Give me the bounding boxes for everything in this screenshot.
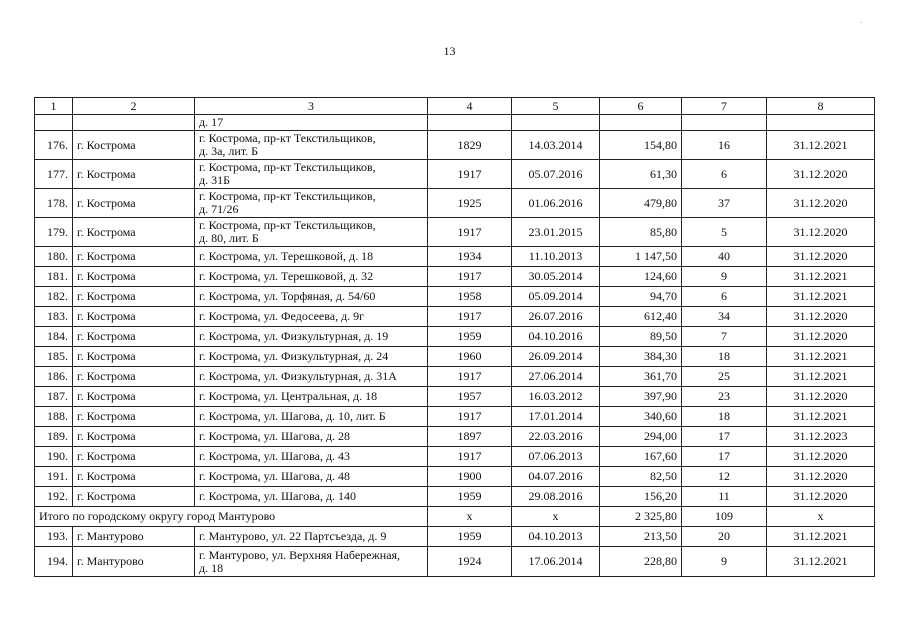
year-cell: 1829 [428, 131, 512, 160]
area-cell: 82,50 [600, 467, 682, 487]
area-cell: 167,60 [600, 447, 682, 467]
area-cell: 156,20 [600, 487, 682, 507]
deadline-cell: 31.12.2020 [767, 218, 875, 247]
deadline-cell: 31.12.2021 [767, 267, 875, 287]
city-cell: г. Мантурово [73, 527, 195, 547]
table-row [35, 487, 875, 507]
table-row [35, 347, 875, 367]
year-cell: 1917 [428, 218, 512, 247]
people-cell: 34 [682, 307, 767, 327]
address-line: г. Мантурово, ул. Верхняя Набережная, [199, 547, 401, 562]
table-row [35, 160, 875, 189]
address-line: г. Кострома, ул. Физкультурная, д. 19 [199, 329, 389, 343]
header-col-2: 2 [73, 98, 195, 115]
deadline-cell: 31.12.2020 [767, 307, 875, 327]
people-cell: 6 [682, 287, 767, 307]
address-line: г. Кострома, ул. Шагова, д. 140 [199, 489, 357, 503]
deadline-cell: 31.12.2020 [767, 160, 875, 189]
header-col-5: 5 [512, 98, 600, 115]
row-number: 185. [35, 347, 73, 367]
address-cell [195, 347, 428, 367]
date-cell: 17.01.2014 [512, 407, 600, 427]
row-number: 180. [35, 247, 73, 267]
year-cell: 1900 [428, 467, 512, 487]
deadline-cell: 31.12.2020 [767, 247, 875, 267]
city-cell: г. Кострома [73, 327, 195, 347]
address-cell [195, 407, 428, 427]
table-row [35, 467, 875, 487]
people-cell: 9 [682, 267, 767, 287]
year-cell: 1917 [428, 407, 512, 427]
address-line: д. 80, лит. Б [199, 231, 259, 245]
city-cell: г. Кострома [73, 307, 195, 327]
deadline-cell: 31.12.2021 [767, 287, 875, 307]
deadline-cell: 31.12.2020 [767, 447, 875, 467]
city-cell: г. Мантурово [73, 547, 195, 577]
city-cell: г. Кострома [73, 447, 195, 467]
people-cell: 20 [682, 527, 767, 547]
city-cell: г. Кострома [73, 347, 195, 367]
year-cell: 1897 [428, 427, 512, 447]
row-number: 182. [35, 287, 73, 307]
deadline-cell: 31.12.2020 [767, 487, 875, 507]
continuation-row [35, 115, 875, 131]
city-cell: г. Кострома [73, 487, 195, 507]
people-cell: 17 [682, 427, 767, 447]
address-cell [195, 307, 428, 327]
year-cell: 1959 [428, 487, 512, 507]
page-number: 13 [443, 44, 456, 58]
row-number: 189. [35, 427, 73, 447]
people-cell: 18 [682, 407, 767, 427]
area-cell: 361,70 [600, 367, 682, 387]
header-col-7: 7 [682, 98, 767, 115]
city-cell: г. Кострома [73, 467, 195, 487]
row-number: 186. [35, 367, 73, 387]
empty-cell [767, 115, 875, 131]
year-cell: 1917 [428, 267, 512, 287]
people-cell: 9 [682, 547, 767, 577]
date-cell: 11.10.2013 [512, 247, 600, 267]
address-cell [195, 247, 428, 267]
address-line: г. Кострома, ул. Шагова, д. 48 [199, 469, 351, 483]
area-cell: 479,80 [600, 189, 682, 218]
date-cell: 01.06.2016 [512, 189, 600, 218]
area-cell: 612,40 [600, 307, 682, 327]
row-number: 183. [35, 307, 73, 327]
row-number: 177. [35, 160, 73, 189]
address-line: г. Мантурово, ул. 22 Партсъезда, д. 9 [199, 529, 387, 543]
year-cell: 1917 [428, 307, 512, 327]
date-cell: 26.09.2014 [512, 347, 600, 367]
header-col-1: 1 [35, 98, 73, 115]
deadline-cell: 31.12.2021 [767, 131, 875, 160]
address-cell [195, 427, 428, 447]
date-cell: 04.10.2013 [512, 527, 600, 547]
year-cell: 1958 [428, 287, 512, 307]
date-cell: 07.06.2013 [512, 447, 600, 467]
date-cell: 23.01.2015 [512, 218, 600, 247]
people-cell: 16 [682, 131, 767, 160]
row-number: 176. [35, 131, 73, 160]
table-row [35, 327, 875, 347]
area-cell: 294,00 [600, 427, 682, 447]
year-cell: 1957 [428, 387, 512, 407]
address-cell [195, 189, 428, 218]
address-cell [195, 267, 428, 287]
date-cell: 29.08.2016 [512, 487, 600, 507]
row-number: 178. [35, 189, 73, 218]
city-cell: г. Кострома [73, 160, 195, 189]
city-cell: г. Кострома [73, 287, 195, 307]
deadline-cell: 31.12.2023 [767, 427, 875, 447]
year-cell: 1960 [428, 347, 512, 367]
area-cell: 89,50 [600, 327, 682, 347]
year-cell: 1925 [428, 189, 512, 218]
subtotal-area: 2 325,80 [600, 507, 682, 527]
row-number: 193. [35, 527, 73, 547]
table-row [35, 547, 875, 577]
deadline-cell: 31.12.2020 [767, 467, 875, 487]
header-col-8: 8 [767, 98, 875, 115]
address-line: г. Кострома, пр-кт Текстильщиков, [199, 218, 376, 232]
area-cell: 154,80 [600, 131, 682, 160]
table-row [35, 427, 875, 447]
address-cell [195, 387, 428, 407]
header-row [35, 98, 875, 115]
date-cell: 14.03.2014 [512, 131, 600, 160]
address-cell [195, 527, 428, 547]
register-table [34, 97, 875, 577]
city-cell: г. Кострома [73, 407, 195, 427]
year-cell: 1917 [428, 447, 512, 467]
date-cell: 05.09.2014 [512, 287, 600, 307]
table-row [35, 287, 875, 307]
deadline-cell: 31.12.2021 [767, 367, 875, 387]
area-cell: 1 147,50 [600, 247, 682, 267]
date-cell: 05.07.2016 [512, 160, 600, 189]
year-cell: 1959 [428, 527, 512, 547]
address-line: г. Кострома, ул. Шагова, д. 10, лит. Б [199, 409, 386, 423]
people-cell: 37 [682, 189, 767, 218]
table-row [35, 267, 875, 287]
address-line: г. Кострома, ул. Шагова, д. 43 [199, 449, 351, 463]
address-cell [195, 447, 428, 467]
deadline-cell: 31.12.2020 [767, 327, 875, 347]
row-number: 179. [35, 218, 73, 247]
address-cell [195, 487, 428, 507]
subtotal-deadline: x [767, 507, 875, 527]
area-cell: 340,60 [600, 407, 682, 427]
row-number: 190. [35, 447, 73, 467]
area-cell: 228,80 [600, 547, 682, 577]
year-cell: 1959 [428, 327, 512, 347]
people-cell: 7 [682, 327, 767, 347]
subtotal-date: x [512, 507, 600, 527]
address-line: г. Кострома, ул. Шагова, д. 28 [199, 429, 351, 443]
area-cell: 61,30 [600, 160, 682, 189]
empty-cell [35, 115, 73, 131]
table-row [35, 407, 875, 427]
address-line: г. Кострома, ул. Терешковой, д. 32 [199, 269, 374, 283]
people-cell: 17 [682, 447, 767, 467]
address-cell [195, 547, 428, 577]
subtotal-year: x [428, 507, 512, 527]
table-row [35, 307, 875, 327]
address-cell [195, 160, 428, 189]
address-cell [195, 218, 428, 247]
subtotal-people: 109 [682, 507, 767, 527]
row-number: 194. [35, 547, 73, 577]
address-line: д. 31Б [199, 173, 230, 187]
date-cell: 30.05.2014 [512, 267, 600, 287]
subtotal-label: Итого по городскому округу город Мантурово [35, 507, 428, 527]
address-line: г. Кострома, ул. Торфяная, д. 54/60 [199, 289, 376, 303]
table-row [35, 131, 875, 160]
address-cell [195, 287, 428, 307]
people-cell: 40 [682, 247, 767, 267]
header-col-6: 6 [600, 98, 682, 115]
address-cell [195, 131, 428, 160]
table-row [35, 189, 875, 218]
city-cell: г. Кострома [73, 427, 195, 447]
address-line: д. 18 [199, 560, 224, 575]
people-cell: 12 [682, 467, 767, 487]
address-line: г. Кострома, ул. Физкультурная, д. 31А [199, 369, 397, 383]
deadline-cell: 31.12.2020 [767, 189, 875, 218]
corner-mark: . [860, 16, 862, 25]
area-cell: 213,50 [600, 527, 682, 547]
row-number: 188. [35, 407, 73, 427]
row-number: 187. [35, 387, 73, 407]
deadline-cell: 31.12.2021 [767, 407, 875, 427]
table-row [35, 218, 875, 247]
table-row [35, 447, 875, 467]
people-cell: 23 [682, 387, 767, 407]
row-number: 181. [35, 267, 73, 287]
header-col-3: 3 [195, 98, 428, 115]
empty-cell [682, 115, 767, 131]
address-line: г. Кострома, пр-кт Текстильщиков, [199, 160, 376, 174]
area-cell: 124,60 [600, 267, 682, 287]
header-col-4: 4 [428, 98, 512, 115]
year-cell: 1934 [428, 247, 512, 267]
address-line: г. Кострома, пр-кт Текстильщиков, [199, 189, 376, 203]
date-cell: 04.07.2016 [512, 467, 600, 487]
date-cell: 26.07.2016 [512, 307, 600, 327]
city-cell: г. Кострома [73, 189, 195, 218]
table-row [35, 387, 875, 407]
area-cell: 397,90 [600, 387, 682, 407]
deadline-cell: 31.12.2021 [767, 527, 875, 547]
date-cell: 16.03.2012 [512, 387, 600, 407]
area-cell: 384,30 [600, 347, 682, 367]
empty-cell [600, 115, 682, 131]
address-cell [195, 367, 428, 387]
address-line: г. Кострома, ул. Центральная, д. 18 [199, 389, 378, 403]
empty-cell [428, 115, 512, 131]
address-line: г. Кострома, ул. Физкультурная, д. 24 [199, 349, 389, 363]
table-row [35, 367, 875, 387]
row-number: 192. [35, 487, 73, 507]
city-cell: г. Кострома [73, 387, 195, 407]
address-line: д. 3а, лит. Б [199, 144, 259, 158]
year-cell: 1917 [428, 160, 512, 189]
area-cell: 94,70 [600, 287, 682, 307]
table-row [35, 247, 875, 267]
deadline-cell: 31.12.2021 [767, 547, 875, 577]
people-cell: 5 [682, 218, 767, 247]
people-cell: 6 [682, 160, 767, 189]
date-cell: 17.06.2014 [512, 547, 600, 577]
row-number: 191. [35, 467, 73, 487]
year-cell: 1917 [428, 367, 512, 387]
date-cell: 27.06.2014 [512, 367, 600, 387]
city-cell: г. Кострома [73, 267, 195, 287]
address-line: г. Кострома, ул. Терешковой, д. 18 [199, 249, 374, 263]
year-cell: 1924 [428, 547, 512, 577]
subtotal-row [35, 507, 875, 527]
row-number: 184. [35, 327, 73, 347]
address-cell [195, 327, 428, 347]
deadline-cell: 31.12.2020 [767, 387, 875, 407]
people-cell: 18 [682, 347, 767, 367]
city-cell: г. Кострома [73, 131, 195, 160]
address-line: г. Кострома, ул. Федосеева, д. 9г [199, 309, 365, 323]
people-cell: 11 [682, 487, 767, 507]
date-cell: 04.10.2016 [512, 327, 600, 347]
city-cell: г. Кострома [73, 367, 195, 387]
continuation-address: д. 17 [195, 115, 428, 131]
address-line: г. Кострома, пр-кт Текстильщиков, [199, 131, 376, 145]
empty-cell [512, 115, 600, 131]
deadline-cell: 31.12.2021 [767, 347, 875, 367]
area-cell: 85,80 [600, 218, 682, 247]
address-cell [195, 467, 428, 487]
empty-cell [73, 115, 195, 131]
people-cell: 25 [682, 367, 767, 387]
table-body [35, 98, 875, 577]
city-cell: г. Кострома [73, 218, 195, 247]
city-cell: г. Кострома [73, 247, 195, 267]
address-line: д. 71/26 [199, 202, 239, 216]
date-cell: 22.03.2016 [512, 427, 600, 447]
table-row [35, 527, 875, 547]
